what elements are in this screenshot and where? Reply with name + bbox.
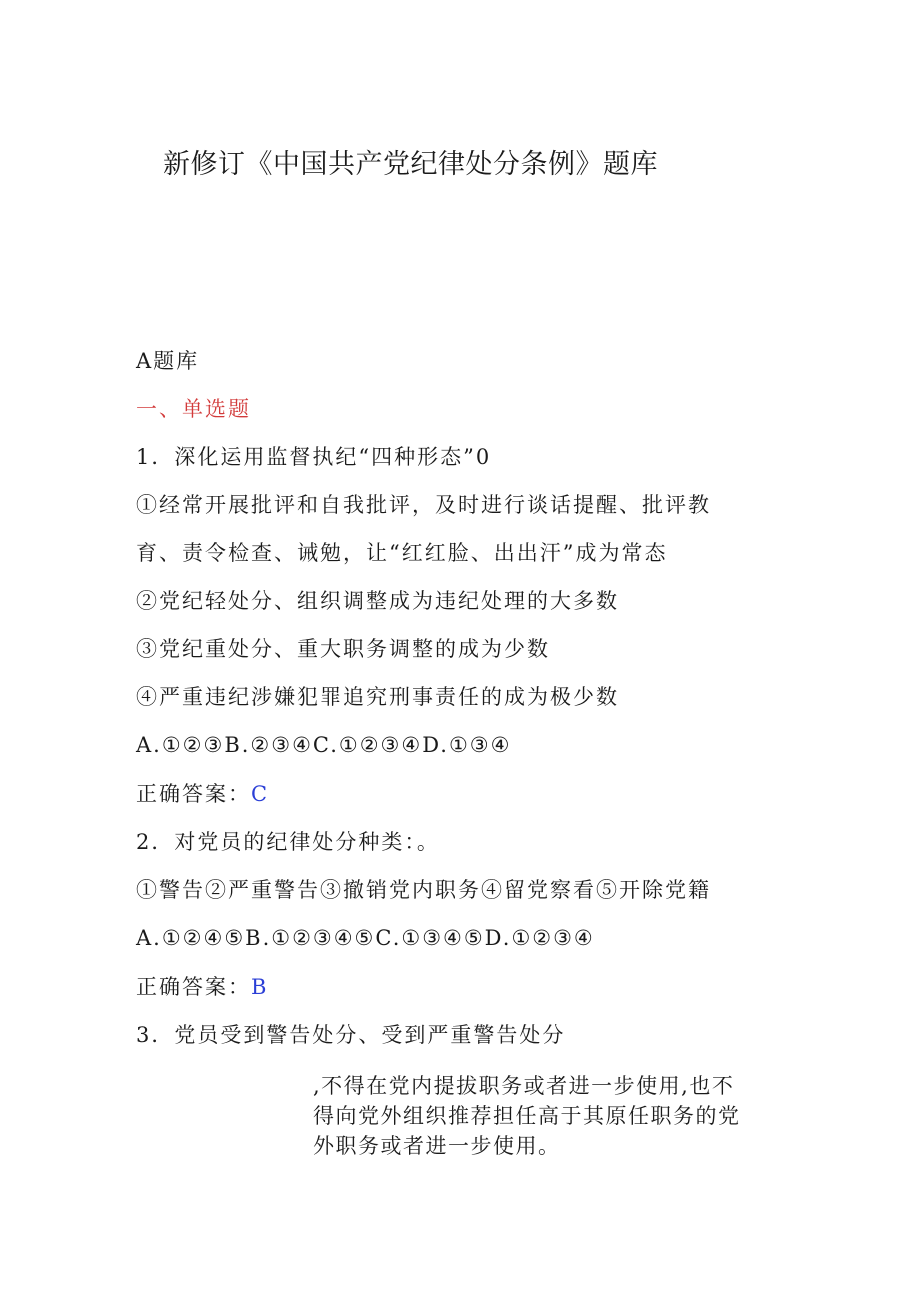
answer-label: 正确答案：: [136, 782, 251, 806]
question-3-stem: 3．党员受到警告处分、受到严重警告处分: [136, 1023, 566, 1047]
question-1-stem: 1．深化运用监督执纪“四种形态”0: [136, 445, 492, 469]
continuation-line: 得向党外组织推荐担任高于其原任职务的党: [313, 1104, 741, 1128]
section-heading: 一、单选题: [136, 397, 251, 421]
question-1-item: ②党纪轻处分、组织调整成为违纪处理的大多数: [136, 589, 619, 613]
answer-value: C: [251, 782, 270, 806]
continuation-line: ,不得在党内提拔职务或者进一步使用,也不: [313, 1074, 735, 1098]
answer-value: B: [251, 975, 269, 999]
page-title: 新修订《中国共产党纪律处分条例》题库: [163, 149, 658, 180]
question-1-options: A.①②③B.②③④C.①②③④D.①③④: [136, 733, 512, 757]
answer-label: 正确答案：: [136, 975, 251, 999]
question-2-item: ①警告②严重警告③撤销党内职务④留党察看⑤开除党籍: [136, 878, 711, 902]
question-bank-label: A题库: [136, 349, 200, 373]
question-1-item: ④严重违纪涉嫌犯罪追究刑事责任的成为极少数: [136, 685, 619, 709]
question-3-continuation: [313, 1071, 773, 1161]
question-1-item: ①经常开展批评和自我批评，及时进行谈话提醒、批评教: [136, 493, 711, 517]
question-1-item: 育、责令检查、诫勉，让“红红脸、出出汗”成为常态: [136, 541, 668, 565]
continuation-line: 外职务或者进一步使用。: [313, 1134, 561, 1158]
question-1-answer: [136, 779, 269, 809]
question-2-answer: [136, 972, 268, 1002]
question-2-options: A.①②④⑤B.①②③④⑤C.①③④⑤D.①②③④: [136, 926, 595, 950]
question-2-stem: 2．对党员的纪律处分种类：。: [136, 830, 440, 854]
question-1-item: ③党纪重处分、重大职务调整的成为少数: [136, 637, 550, 661]
